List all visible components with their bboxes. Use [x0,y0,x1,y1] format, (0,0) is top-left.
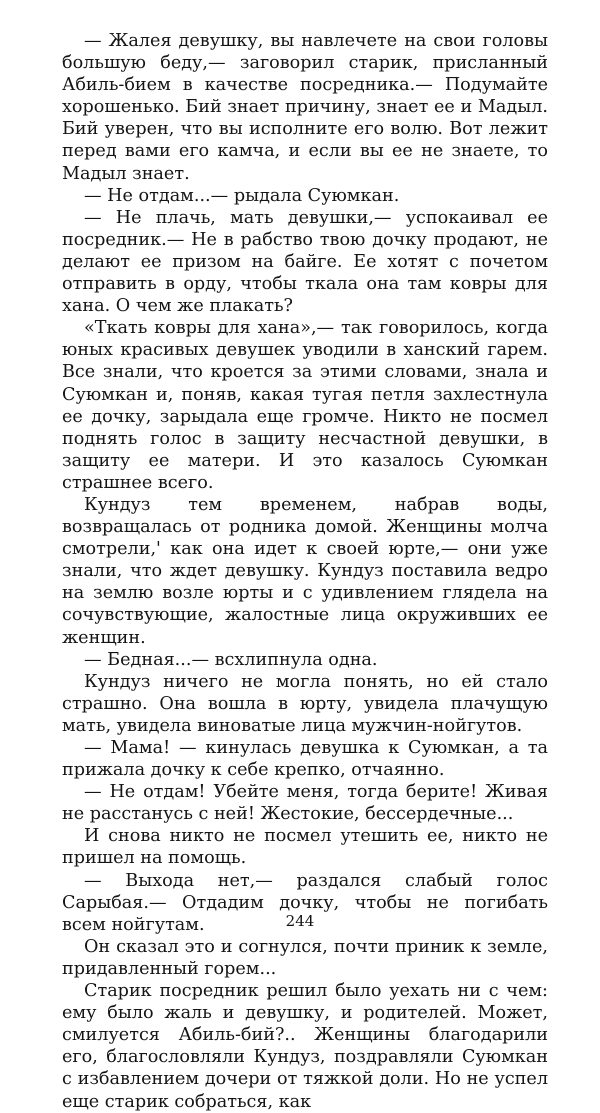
paragraph-7: Кундуз ничего не могла понять, но ей стало страшно. Она вошла в юрту, увидела плачущую мать, увидела виноватые лица мужчин-нойгутов. [62,671,548,736]
paragraph-13: Старик посредник решил было уехать ни с чем: ему было жаль и девушку, и родителей. Может, смилуется Абиль-бий?.. Женщины благодарили его, благословляли Кундуз, поздравляли Суюмкан с избавлением дочери от тяжкой доли. Но не успел еще старик собраться, как [62,981,548,1112]
paragraph-1: — Жалея девушку, вы навлечете на свои головы большую беду,— заговорил старик, присланный Абиль-бием в качестве посредника.— Подумайте хорошенько. Бий знает причину, знает ее и Мадыл. Бий уверен, что вы исполните его волю. Вот лежит перед вами его камча, и если вы ее не знаете, то Мадыл знает. [62,31,548,184]
paragraph-4: «Ткать ковры для хана»,— так говорилось, когда юных красивых девушек уводили в ханский гарем. Все знали, что кроется за этими словами, знала и Суюмкан и, поняв, какая тугая петля захлестнула ее дочку, зарыдала еще громче. Никто не посмел поднять голос в защиту несчастной девушки, в защиту ее матери. И это казалось Суюмкан страшнее всего. [62,318,548,493]
page-number: 244 [285,912,315,930]
page-body-text [62,30,548,1113]
paragraph-5: Кундуз тем временем, набрав воды, возвращалась от родника домой. Женщины молча смотрели,' как она идет к своей юрте,— они уже знали, что ждет девушку. Кундуз поставила ведро на землю возле юрты и с удивлением глядела на сочувствующие, жалостные лица окруживших ее женщин. [62,494,548,648]
paragraph-11: — Выхода нет,— раздался слабый голос Сарыбая.— Отдадим дочку, чтобы не погибать всем нойгутам. [62,870,548,935]
paragraph-3: — Не плачь, мать девушки,— успокаивал ее посредник.— Не в рабство твою дочку продают, не делают ее призом на байге. Ее хотят с почетом отправить в орду, чтобы ткала она там ковры для хана. О чем же плакать? [62,207,548,317]
paragraph-10: И снова никто не посмел утешить ее, никто не пришел на помощь. [62,826,548,869]
paragraph-12: Он сказал это и согнулся, почти приник к земле, придавленный горем... [62,936,548,979]
paragraph-8: — Мама! — кинулась девушка к Суюмкан, а та прижала дочку к себе крепко, отчаянно. [62,738,548,781]
paragraph-2: — Не отдам...— рыдала Суюмкан. [84,185,400,206]
paragraph-9: — Не отдам! Убейте меня, тогда берите! Живая не расстанусь с ней! Жестокие, бессердечные... [62,782,548,825]
paragraph-6: — Бедная...— всхлипнула одна. [84,649,378,670]
